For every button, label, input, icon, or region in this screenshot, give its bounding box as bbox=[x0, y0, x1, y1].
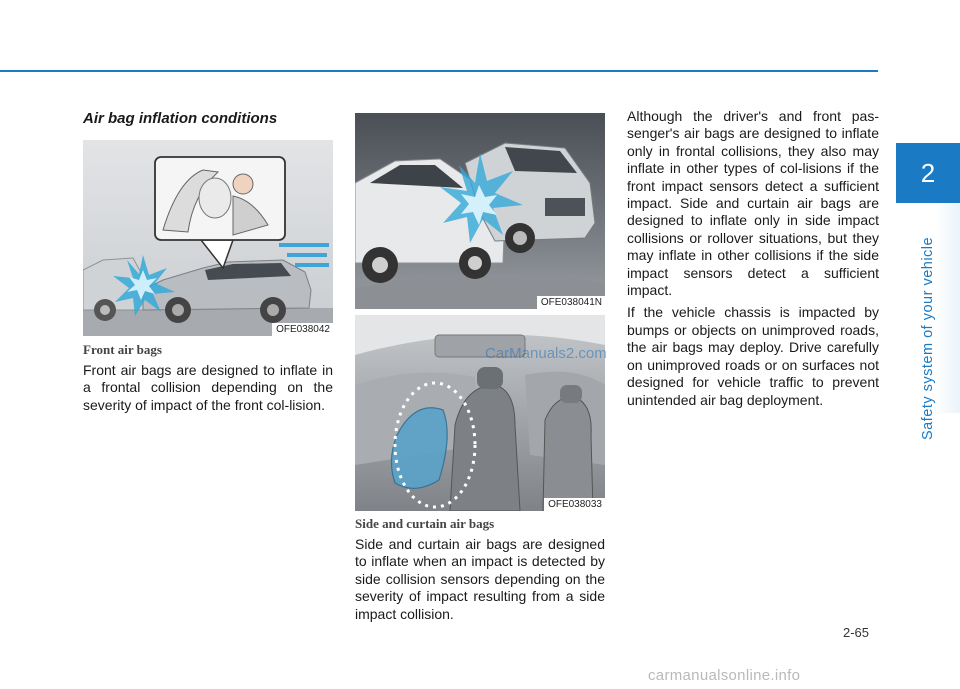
section-heading: Air bag inflation conditions bbox=[83, 110, 278, 127]
side-collision-figure bbox=[355, 113, 605, 309]
side-collision-illustration bbox=[355, 113, 605, 309]
right-column-text bbox=[627, 108, 879, 409]
top-rule bbox=[0, 70, 878, 72]
front-collision-illustration bbox=[83, 140, 333, 336]
front-air-bags-text bbox=[83, 362, 333, 414]
right-column-paragraph-2: If the vehicle chassis is impacted by bumps or objects on unimproved roads, the air bags may deploy. Drive carefully on unimproved roads or on surfaces not designed for vehicle traffic to prevent unintended air bag deployment. bbox=[627, 304, 879, 408]
side-curtain-air-bags-paragraph: Side and curtain air bags are designed to inflate when an impact is detected by side collision sensors depending on the severity of impact resulting from a side impact collision. bbox=[355, 536, 605, 622]
figure-code: OFE038041N bbox=[537, 296, 605, 309]
side-curtain-air-bags-text bbox=[355, 536, 605, 623]
chapter-title: Safety system of your vehicle bbox=[920, 236, 936, 440]
chapter-number: 2 bbox=[920, 158, 936, 188]
front-air-bags-heading: Front air bags bbox=[83, 342, 162, 357]
right-column-paragraph-1: Although the driver's and front pas-senger's air bags are designed to inflate only in frontal collisions, they also may inflate in other types of col-lisions if the front impact sensors detect a sufficient impact. Side and curtain air bags are designed to inflate only in side impact collisions or rollover situations, but they may inflate in other collisions if the side impact sensors detect a sufficient impact. bbox=[627, 108, 879, 299]
side-curtain-air-bags-heading: Side and curtain air bags bbox=[355, 516, 495, 531]
front-air-bags-paragraph: Front air bags are designed to inflate in a frontal collision depending on the severity of impact of the front col-lision. bbox=[83, 362, 333, 413]
chapter-side-bar bbox=[935, 203, 960, 413]
footer-link[interactable]: carmanualsonline.info bbox=[648, 667, 801, 684]
figure-code: OFE038042 bbox=[272, 323, 333, 336]
front-collision-figure bbox=[83, 140, 333, 336]
page-number: 2-65 bbox=[843, 625, 870, 640]
watermark: CarManuals2.com bbox=[485, 345, 607, 362]
figure-code: OFE038033 bbox=[544, 498, 605, 511]
